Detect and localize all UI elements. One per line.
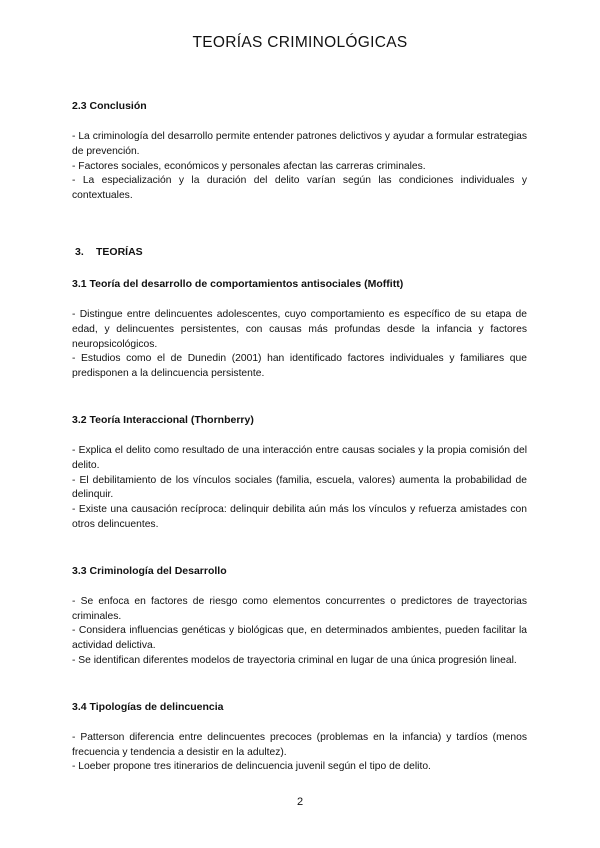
section-heading: 3.1 Teoría del desarrollo de comportamientos antisociales (Moffitt) bbox=[72, 277, 404, 290]
section-heading: 3.2 Teoría Interaccional (Thornberry) bbox=[72, 413, 254, 426]
section-3-1 bbox=[72, 277, 527, 382]
bullet-item: - La especialización y la duración del delito varían según las condiciones individuales y contextuales. bbox=[72, 175, 527, 202]
bullet-item: - Se enfoca en factores de riesgo como elementos concurrentes o predictores de trayectorias criminales. bbox=[72, 595, 527, 622]
bullet-list bbox=[72, 444, 527, 533]
section-3-4 bbox=[72, 700, 527, 775]
chapter-heading-teorias bbox=[72, 245, 527, 259]
bullet-list bbox=[72, 731, 527, 775]
bullet-item: - Patterson diferencia entre delincuentes precoces (problemas en la infancia) y tardíos (menos frecuencia y tendencia a desistir en la adultez). bbox=[72, 731, 527, 758]
bullet-item: - Factores sociales, económicos y personales afectan las carreras criminales. bbox=[72, 160, 426, 172]
bullet-item: - El debilitamiento de los vínculos sociales (familia, escuela, valores) aumenta la probabilidad de delinquir. bbox=[72, 474, 527, 501]
chapter-number: 3. bbox=[75, 245, 84, 258]
section-3-2 bbox=[72, 413, 527, 533]
document-body bbox=[72, 99, 527, 775]
bullet-item: - Se identifican diferentes modelos de trayectoria criminal en lugar de una única progresión lineal. bbox=[72, 654, 517, 666]
section-heading: 3.3 Criminología del Desarrollo bbox=[72, 564, 227, 577]
bullet-item: - Distingue entre delincuentes adolescentes, cuyo comportamiento es específico de su etapa de edad, y delincuentes persistentes, con causas más profundas desde la infancia y factores neuropsicológicos. bbox=[72, 308, 527, 350]
bullet-list bbox=[72, 308, 527, 382]
section-heading: 3.4 Tipologías de delincuencia bbox=[72, 700, 224, 713]
page-header-title: TEORÍAS CRIMINOLÓGICAS bbox=[192, 34, 408, 51]
bullet-item: - Explica el delito como resultado de una interacción entre causas sociales y la propia comisión del delito. bbox=[72, 444, 527, 471]
section-3-3 bbox=[72, 564, 527, 669]
section-2-3 bbox=[72, 99, 527, 204]
bullet-item: - Existe una causación recíproca: delinquir debilita aún más los vínculos y refuerza amistades con otros delincuentes. bbox=[72, 504, 527, 530]
page-number: 2 bbox=[296, 796, 304, 808]
bullet-item: - Loeber propone tres itinerarios de delincuencia juvenil según el tipo de delito. bbox=[72, 761, 431, 773]
bullet-list bbox=[72, 595, 527, 669]
bullet-item: - Considera influencias genéticas y biológicas que, en determinados ambientes, pueden facilitar la actividad delictiva. bbox=[72, 625, 527, 652]
chapter-title: TEORÍAS bbox=[96, 245, 143, 258]
bullet-item: - La criminología del desarrollo permite entender patrones delictivos y ayudar a formular estrategias de prevención. bbox=[72, 131, 527, 157]
bullet-list bbox=[72, 130, 527, 204]
section-heading: 2.3 Conclusión bbox=[72, 100, 147, 112]
bullet-item: - Estudios como el de Dunedin (2001) han identificado factores individuales y familiares que predisponen a la delincuencia persistente. bbox=[72, 353, 527, 380]
